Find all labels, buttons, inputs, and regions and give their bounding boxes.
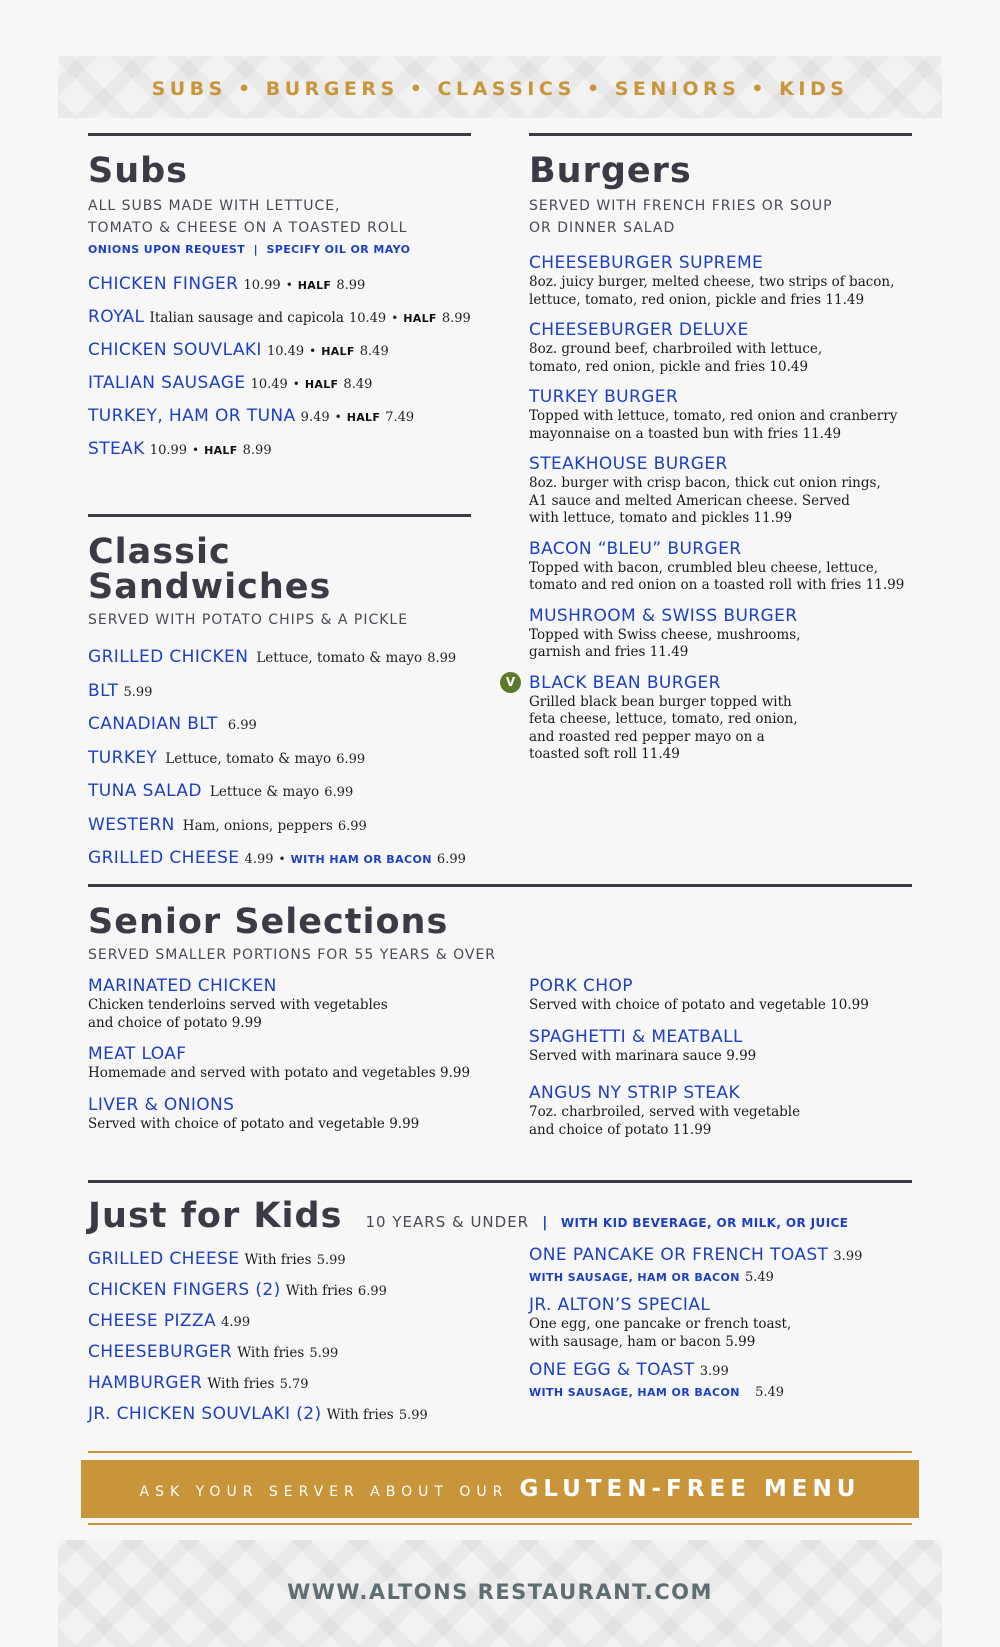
- list-item: [529, 976, 912, 1015]
- item-price: 10.49: [250, 377, 288, 392]
- half-price: 8.49: [343, 377, 373, 392]
- item-price: 10.49: [348, 311, 387, 326]
- item-name: CHICKEN FINGER: [88, 274, 239, 294]
- option-price: 5.49: [744, 1270, 774, 1285]
- half-price: 8.99: [441, 311, 471, 326]
- item-name: ITALIAN SAUSAGE: [88, 373, 246, 393]
- seniors-section: [88, 884, 912, 1146]
- subs-rule: [88, 133, 471, 136]
- item-name: ONE EGG & TOAST: [529, 1360, 695, 1380]
- item-desc-line: garnish and fries 11.49: [529, 644, 689, 660]
- item-price: 10.99: [243, 278, 281, 293]
- item-desc-line: lettuce, tomato, red onion, pickle and fries 11.49: [529, 291, 865, 308]
- subs-subtitle-line: TOMATO & CHEESE ON A TOASTED ROLL: [88, 220, 408, 236]
- item-name: GRILLED CHEESE: [88, 848, 240, 868]
- list-item: [88, 1306, 508, 1337]
- gold-rule-top: [88, 1451, 912, 1453]
- item-name: JR. CHICKEN SOUVLAKI (2): [88, 1404, 322, 1424]
- item-name: CANADIAN BLT: [88, 714, 218, 734]
- item-name: CHICKEN FINGERS (2): [88, 1280, 281, 1300]
- subs-subtitle-line: ALL SUBS MADE WITH LETTUCE,: [88, 198, 341, 214]
- seniors-subtitle: SERVED SMALLER PORTIONS FOR 55 YEARS & OVER: [88, 947, 497, 963]
- classics-section: [88, 514, 471, 876]
- item-price: 6.99: [337, 818, 367, 834]
- item-name: TURKEY BURGER: [529, 387, 679, 407]
- item-desc-line: Topped with Swiss cheese, mushrooms,: [529, 626, 801, 643]
- list-item: [529, 252, 912, 309]
- classics-list: [88, 641, 471, 876]
- list-item: [529, 538, 912, 595]
- burgers-section: [505, 133, 912, 774]
- half-label: HALF: [403, 312, 437, 325]
- item-name: TURKEY, HAM OR TUNA: [88, 406, 296, 426]
- item-desc: Lettuce & mayo: [209, 784, 320, 800]
- item-desc: Italian sausage and capicola: [149, 310, 344, 326]
- list-item: [88, 809, 471, 843]
- item-price: 5.99: [309, 1346, 339, 1361]
- item-desc-line: with lettuce, tomato and pickles 11.99: [529, 510, 793, 526]
- item-name: MUSHROOM & SWISS BURGER: [529, 605, 798, 626]
- classics-rule: [88, 514, 471, 517]
- item-name: HAMBURGER: [88, 1373, 203, 1393]
- item-price: 3.99: [699, 1364, 729, 1379]
- item-name: JR. ALTON’S SPECIAL: [529, 1295, 711, 1315]
- list-item: [88, 1044, 488, 1083]
- burgers-list: [505, 252, 912, 764]
- list-item: ITALIAN SAUSAGE 10.49 • HALF 8.49: [88, 373, 373, 393]
- subs-list: [88, 268, 471, 466]
- gluten-free-banner: [81, 1460, 919, 1518]
- item-desc-line: and choice of potato 9.99: [88, 1014, 262, 1031]
- classics-subtitle: SERVED WITH POTATO CHIPS & A PICKLE: [88, 612, 409, 628]
- list-item: [88, 1399, 508, 1430]
- item-desc-line: Homemade and served with potato and vegetables 9.99: [88, 1065, 471, 1081]
- half-label: HALF: [346, 411, 381, 424]
- item-desc-line: Chicken tenderloins served with vegetables: [88, 997, 388, 1013]
- item-option: WITH SAUSAGE, HAM OR BACON: [529, 1271, 740, 1284]
- kids-right-column: [529, 1244, 912, 1401]
- burgers-title: Burgers: [529, 151, 692, 191]
- item-desc-line: feta cheese, lettuce, tomato, red onion,: [529, 711, 798, 727]
- seniors-left-column: [88, 976, 488, 1145]
- half-label: HALF: [204, 444, 238, 457]
- item-desc: With fries: [237, 1345, 305, 1361]
- item-name: CHEESEBURGER: [88, 1342, 233, 1362]
- half-price: 7.49: [385, 410, 415, 425]
- item-name: LIVER & ONIONS: [88, 1094, 235, 1115]
- item-desc-line: 7oz. charbroiled, served with vegetable: [529, 1104, 801, 1120]
- item-desc: With fries: [285, 1283, 353, 1299]
- half-price: 8.99: [336, 278, 366, 293]
- gold-rule-bottom: [88, 1523, 912, 1525]
- kids-rule: [88, 1180, 912, 1183]
- item-desc-line: toasted soft roll 11.49: [529, 746, 680, 762]
- item-desc-line: 8oz. juicy burger, melted cheese, two strips of bacon,: [529, 274, 895, 290]
- item-price: 4.99: [244, 852, 274, 867]
- item-desc: Lettuce, tomato & mayo: [165, 750, 332, 767]
- item-price: 5.99: [398, 1408, 428, 1423]
- list-item: [529, 1244, 912, 1286]
- item-name: GRILLED CHEESE: [88, 1249, 240, 1269]
- item-name: STEAKHOUSE BURGER: [529, 454, 728, 474]
- item-name: CHEESEBURGER DELUXE: [529, 320, 749, 340]
- item-desc-line: Served with choice of potato and vegetable 9.99: [88, 1115, 420, 1132]
- item-name: BLT: [88, 680, 119, 701]
- list-item: [88, 1337, 508, 1368]
- item-name: GRILLED CHICKEN: [88, 647, 249, 667]
- item-desc-line: Served with choice of potato and vegetable 10.99: [529, 997, 869, 1013]
- item-name: PORK CHOP: [529, 976, 633, 996]
- burgers-subtitle-line: SERVED WITH FRENCH FRIES OR SOUP: [529, 198, 833, 214]
- item-name: ONE PANCAKE OR FRENCH TOAST: [529, 1245, 829, 1265]
- list-item: TURKEY, HAM OR TUNA 9.49 • HALF 7.49: [88, 406, 415, 426]
- item-name: WESTERN: [88, 814, 175, 835]
- seniors-right-column: [529, 976, 912, 1151]
- item-name: SPAGHETTI & MEATBALL: [529, 1026, 743, 1047]
- item-desc-line: tomato, red onion, pickle and fries 10.49: [529, 358, 809, 375]
- list-item: CHICKEN SOUVLAKI 10.49 • HALF 8.49: [88, 340, 389, 360]
- website-url: WWW.ALTONS RESTAURANT.COM: [287, 1580, 713, 1604]
- item-option: WITH HAM OR BACON: [290, 853, 432, 866]
- item-desc-line: One egg, one pancake or french toast,: [529, 1316, 792, 1332]
- kids-section: [88, 1180, 912, 1424]
- list-item: [529, 1083, 912, 1139]
- item-desc-line: tomato and red onion on a toasted roll with fries 11.99: [529, 577, 905, 593]
- item-desc: With fries: [326, 1407, 394, 1423]
- item-name: TURKEY: [88, 747, 158, 768]
- burgers-subtitle-line: OR DINNER SALAD: [529, 220, 676, 236]
- item-desc-line: 8oz. burger with crisp bacon, thick cut onion rings,: [529, 475, 881, 491]
- list-item: [529, 1294, 912, 1351]
- item-desc-line: and choice of potato 11.99: [529, 1121, 712, 1138]
- subs-section: [88, 133, 471, 466]
- subs-title: Subs: [88, 151, 189, 191]
- list-item: [88, 1275, 508, 1306]
- gluten-free-lead: ASK YOUR SERVER ABOUT OUR: [139, 1484, 509, 1500]
- item-name: CHEESE PIZZA: [88, 1311, 217, 1331]
- item-price: 10.99: [149, 443, 188, 458]
- subs-note: ONIONS UPON REQUEST | SPECIFY OIL OR MAYO: [88, 243, 411, 256]
- item-name: BACON “BLEU” BURGER: [529, 538, 742, 559]
- list-item: [88, 775, 471, 809]
- burgers-rule: [529, 133, 912, 136]
- item-desc: Ham, onions, peppers: [182, 817, 333, 834]
- item-price: 5.99: [123, 684, 153, 700]
- list-item: [88, 641, 471, 675]
- list-item: [88, 1095, 488, 1134]
- list-item: [88, 976, 488, 1032]
- item-desc-line: Topped with bacon, crumbled bleu cheese, lettuce,: [529, 559, 878, 576]
- item-name: MARINATED CHICKEN: [88, 976, 277, 996]
- item-name: STEAK: [88, 439, 145, 459]
- half-price: 8.49: [359, 344, 389, 359]
- item-price: 9.49: [300, 410, 330, 425]
- item-desc: With fries: [244, 1252, 312, 1268]
- item-desc-line: mayonnaise on a toasted bun with fries 11.49: [529, 425, 842, 442]
- list-item: STEAK 10.99 • HALF 8.99: [88, 439, 272, 459]
- list-item: CHICKEN FINGER 10.99 • HALF 8.99: [88, 274, 366, 294]
- item-price: 6.99: [324, 785, 354, 800]
- item-desc-line: Served with marinara sauce 9.99: [529, 1047, 757, 1064]
- half-price: 8.99: [242, 443, 272, 458]
- option-price: 6.99: [436, 852, 466, 867]
- list-item: [88, 742, 471, 776]
- item-name: TUNA SALAD: [88, 781, 202, 801]
- item-desc: Lettuce, tomato & mayo: [256, 650, 423, 666]
- item-price: 4.99: [221, 1315, 251, 1330]
- list-item: [88, 1244, 508, 1275]
- item-option: WITH SAUSAGE, HAM OR BACON: [529, 1386, 740, 1399]
- list-item: [529, 386, 912, 443]
- list-item: [529, 1359, 912, 1401]
- item-name: MEAT LOAF: [88, 1044, 187, 1064]
- list-item: [529, 605, 912, 662]
- item-name: ROYAL: [88, 307, 145, 327]
- item-price: 5.99: [316, 1253, 346, 1268]
- item-price: 6.99: [336, 751, 366, 767]
- list-item: [529, 453, 912, 528]
- item-price: 8.99: [427, 651, 457, 666]
- kids-note: WITH KID BEVERAGE, OR MILK, OR JUICE: [560, 1216, 849, 1230]
- list-item: [88, 1368, 508, 1399]
- list-item: GRILLED CHEESE 4.99 • WITH HAM OR BACON 6.99: [88, 848, 466, 868]
- item-desc-line: A1 sauce and melted American cheese. Served: [529, 492, 850, 509]
- item-name: BLACK BEAN BURGER: [529, 672, 721, 693]
- category-nav: SUBS • BURGERS • CLASSICS • SENIORS • KIDS: [151, 78, 849, 100]
- item-desc-line: and roasted red pepper mayo on a: [529, 728, 765, 745]
- kids-separator: |: [542, 1215, 548, 1231]
- kids-age: 10 YEARS & UNDER: [365, 1213, 530, 1231]
- half-label: HALF: [304, 378, 339, 391]
- list-item: [529, 1027, 912, 1066]
- seniors-rule: [88, 884, 912, 887]
- item-name: CHICKEN SOUVLAKI: [88, 340, 262, 360]
- item-desc-line: with sausage, ham or bacon 5.99: [529, 1333, 756, 1350]
- list-item: [88, 675, 471, 709]
- seniors-title: Senior Selections: [88, 902, 449, 942]
- list-item: [529, 319, 912, 376]
- item-desc-line: Topped with lettuce, tomato, red onion and cranberry: [529, 408, 898, 424]
- item-desc-line: 8oz. ground beef, charbroiled with lettuce,: [529, 341, 823, 357]
- item-price: 6.99: [227, 718, 257, 733]
- list-item: [505, 672, 912, 764]
- item-desc-line: Grilled black bean burger topped with: [529, 693, 792, 710]
- item-desc: With fries: [207, 1376, 275, 1392]
- half-label: HALF: [321, 345, 355, 358]
- list-item: [88, 708, 471, 742]
- gluten-free-highlight: GLUTEN-FREE MENU: [519, 1476, 861, 1502]
- item-price: 6.99: [357, 1284, 387, 1299]
- item-name: CHEESEBURGER SUPREME: [529, 253, 764, 273]
- kids-title: Just for Kids: [88, 1196, 343, 1236]
- item-name: ANGUS NY STRIP STEAK: [529, 1083, 741, 1103]
- list-item: ROYAL Italian sausage and capicola 10.49 • HALF 8.99: [88, 307, 471, 327]
- vegetarian-icon: V: [500, 672, 521, 693]
- half-label: HALF: [297, 279, 332, 292]
- item-price: 5.79: [279, 1377, 309, 1392]
- item-price: 10.49: [266, 344, 305, 359]
- classics-title: Classic Sandwiches: [88, 532, 332, 607]
- kids-left-column: [88, 1244, 508, 1430]
- item-price: 3.99: [833, 1249, 863, 1264]
- option-price: 5.49: [755, 1385, 785, 1400]
